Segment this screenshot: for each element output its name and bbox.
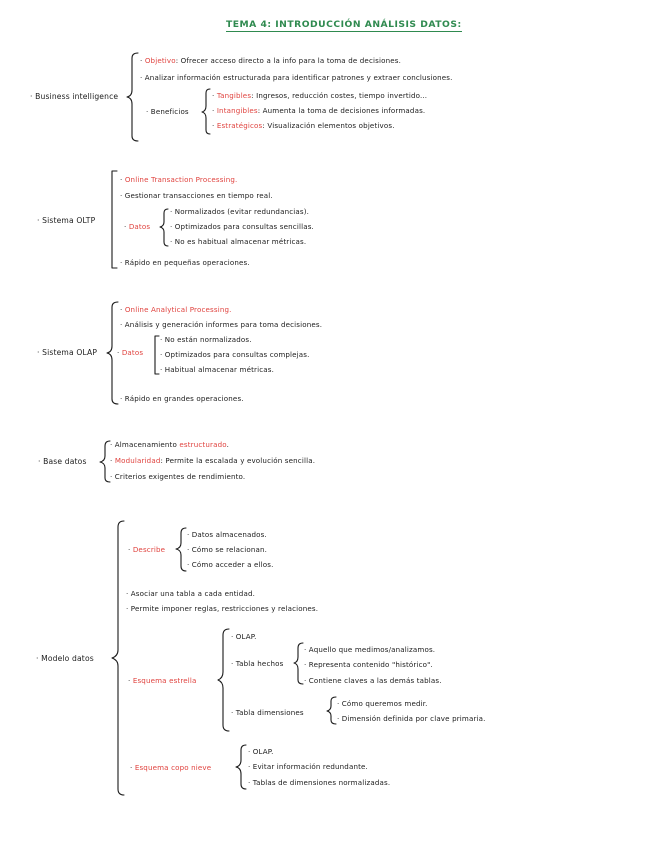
esquema-copo-nieve: · Esquema copo nieve [130,763,212,772]
page-title: TEMA 4: INTRODUCCIÓN ANÁLISIS DATOS: [226,19,462,30]
describe-item: · Cómo acceder a ellos. [187,560,274,569]
base-criterios: · Criterios exigentes de rendimiento. [110,472,246,481]
estrategicos-key: Estratégicos [216,121,263,130]
base-brace [100,441,110,482]
estrategicos-text: : Visualización elementos objetivos. [262,121,395,130]
oltp-full-name: · Online Transaction Processing. [120,175,238,184]
oltp-datos-key: Datos [128,222,151,231]
bi-label: · Business intelligence [30,92,119,101]
bi-brace [127,53,138,141]
beneficio-tangibles: · Tangibles: Ingresos, reducción costes, tiempo invertido... [212,91,428,100]
base-label: · Base datos [38,457,87,466]
oltp-gestionar: · Gestionar transacciones en tiempo real. [120,191,273,200]
modularidad-key: Modularidad [114,456,161,465]
describe-item: · Datos almacenados. [187,530,267,539]
almac-prefix: · Almacenamiento [110,440,180,449]
olap-full-name-text: Online Analytical Processing. [124,305,232,314]
copo-item: · Tablas de dimensiones normalizadas. [248,778,391,787]
olap-datos-item: · Optimizados para consultas complejas. [160,350,310,359]
estrella-key: Esquema estrella [132,676,197,685]
dimensiones-item: · Cómo queremos medir. [337,699,428,708]
objetivo-key: Objetivo [144,56,176,65]
olap-datos-item: · Habitual almacenar métricas. [160,365,275,374]
beneficios-brace [202,89,210,134]
hechos-brace [294,643,303,684]
copo-key: Esquema copo nieve [134,763,212,772]
modularidad-text: : Permite la escalada y evolución sencilla. [160,456,316,465]
copo-brace [236,745,246,789]
copo-item: · OLAP. [248,747,274,756]
base-modularidad: · Modularidad: Permite la escalada y evolución sencilla. [110,456,316,465]
olap-label: · Sistema OLAP [37,348,98,357]
modelo-brace [112,521,124,795]
hechos-item: · Contiene claves a las demás tablas. [304,676,442,685]
esquema-estrella: · Esquema estrella [128,676,197,685]
oltp-datos-item: · No es habitual almacenar métricas. [170,237,307,246]
olap-rapido: · Rápido en grandes operaciones. [120,394,244,403]
copo-item: · Evitar información redundante. [248,762,368,771]
olap-analisis: · Análisis y generación informes para toma decisiones. [120,320,323,329]
dimensiones-item: · Dimensión definida por clave primaria. [337,714,486,723]
beneficio-estrategicos: · Estratégicos: Visualización elementos objetivos. [212,121,395,130]
bi-objetivo: · Objetivo: Ofrecer acceso directo a la info para la toma de decisiones. [140,56,401,65]
dimensiones-brace [327,697,336,724]
objetivo-text: : Ofrecer acceso directo a la info para la toma de decisiones. [175,56,401,65]
beneficio-intangibles: · Intangibles: Aumenta la toma de decisiones informadas. [212,106,426,115]
modelo-permite: · Permite imponer reglas, restricciones y relaciones. [126,604,319,613]
beneficios-label: · Beneficios [146,107,189,116]
oltp-brace [112,171,117,268]
estrella-brace [218,629,229,731]
tabla-hechos: · Tabla hechos [231,659,284,668]
tangibles-text: : Ingresos, reducción costes, tiempo invertido... [251,91,428,100]
oltp-label: · Sistema OLTP [37,216,96,225]
hechos-item: · Representa contenido "histórico". [304,660,433,669]
olap-datos-brace [155,336,159,374]
modelo-describe: · Describe [128,545,166,554]
olap-full-name: · Online Analytical Processing. [120,305,232,314]
tangibles-key: Tangibles [216,91,252,100]
olap-datos-key: Datos [121,348,144,357]
modelo-asociar: · Asociar una tabla a cada entidad. [126,589,256,598]
tabla-dimensiones: · Tabla dimensiones [231,708,304,717]
hechos-item: · Aquello que medimos/analizamos. [304,645,436,654]
intangibles-key: Intangibles [216,106,258,115]
oltp-datos: · Datos [124,222,151,231]
modelo-label: · Modelo datos [36,654,94,663]
oltp-full-name-text: Online Transaction Processing. [124,175,238,184]
oltp-rapido: · Rápido en pequeñas operaciones. [120,258,250,267]
estrella-olap: · OLAP. [231,632,257,641]
bi-analizar: · Analizar información estructurada para identificar patrones y extraer conclusiones. [140,73,453,82]
base-almacenamiento: · Almacenamiento estructurado. [110,440,229,449]
oltp-datos-item: · Normalizados (evitar redundancias). [170,207,310,216]
olap-datos: · Datos [117,348,144,357]
oltp-datos-brace [160,209,168,246]
describe-key: Describe [132,545,166,554]
describe-item: · Cómo se relacionan. [187,545,268,554]
intangibles-text: : Aumenta la toma de decisiones informadas. [257,106,426,115]
almac-key: estructurado [179,440,227,449]
describe-brace [176,528,186,571]
olap-datos-item: · No están normalizados. [160,335,252,344]
oltp-datos-item: · Optimizados para consultas sencillas. [170,222,314,231]
